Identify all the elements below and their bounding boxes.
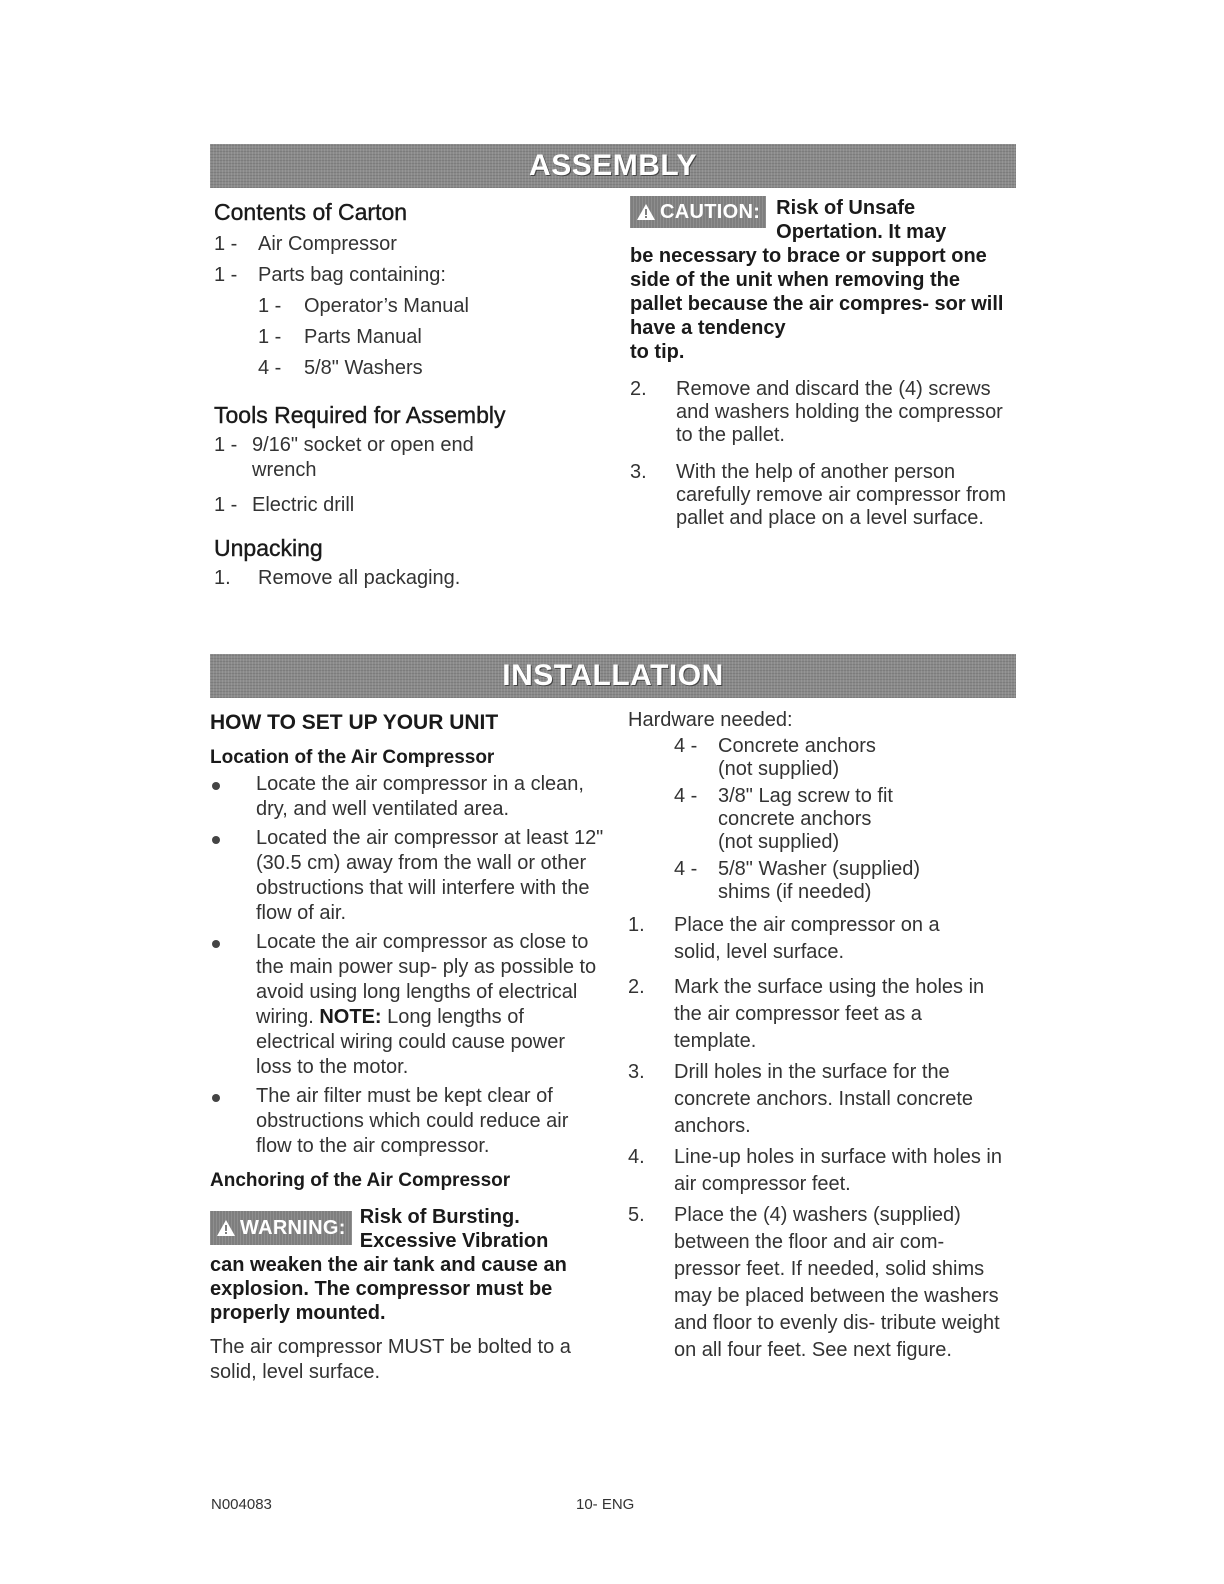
list-item: 1 - Electric drill [214, 494, 355, 516]
bolted-text: The air compressor MUST be bolted to a solid, level surface. [210, 1336, 571, 1383]
tools-list [214, 433, 604, 518]
caution-label: CAUTION: [660, 200, 761, 223]
bullet-marker [210, 930, 256, 1080]
bullet-marker [210, 772, 256, 822]
hardware-heading: Hardware needed: [628, 709, 793, 731]
list-item: 3. With the help of another person carefully remove air compressor from pallet and place on a level surface. [630, 461, 1007, 529]
bullet-text [256, 930, 605, 1080]
assembly-banner [210, 144, 1016, 188]
list-item: 4 - 5/8" Washers [258, 357, 423, 379]
hardware-name: 3/8" Lag screw to fit concrete anchors [718, 785, 893, 830]
caution-line1: Risk of Unsafe [776, 197, 916, 219]
warning-triangle-icon [636, 203, 656, 221]
caution-badge [630, 196, 766, 228]
list-item: 4. Line-up holes in surface with holes in air compressor feet. [628, 1146, 1002, 1195]
hardware-text [718, 785, 974, 854]
installation-right-column [628, 708, 1018, 1364]
list-item: 2. Mark the surface using the holes in the air compressor feet as a template. [628, 976, 985, 1052]
assembly-banner-title: ASSEMBLY [529, 149, 697, 182]
list-item: 4 - Concrete anchors (not supplied) [674, 735, 1018, 781]
list-item: 4 - 3/8" Lag screw to fit concrete anchors (not supplied) [674, 785, 974, 854]
assembly-right-column [630, 196, 1015, 530]
warning-title [360, 1205, 549, 1253]
bag-items-list [214, 294, 604, 381]
document-code: N004083 [211, 1496, 272, 1513]
list-item: 1 - Parts bag containing: [214, 264, 446, 286]
hardware-list [628, 735, 1018, 904]
page-number: 10- ENG [576, 1496, 635, 1513]
bullet-marker [210, 826, 256, 926]
warning-body: can weaken the air tank and cause an explosion. The compressor must be properly mounted. [210, 1254, 567, 1324]
list-item: 4 - 5/8" Washer (supplied) shims (if needed) [674, 858, 921, 903]
warning-label: WARNING: [240, 1216, 346, 1239]
list-item: 1 - 9/16" socket or open end wrench [214, 434, 474, 481]
tools-heading: Tools Required for Assembly [214, 402, 506, 428]
location-heading: Location of the Air Compressor [210, 747, 495, 768]
list-item: Located the air compressor at least 12" (30.5 cm) away from the wall or other obstructions that will interfere with the flow of air. [210, 826, 605, 926]
warning-triangle-icon [216, 1219, 236, 1237]
list-item [210, 930, 605, 1080]
caution-tail: to tip. [630, 341, 685, 363]
note-label: NOTE: [319, 1006, 382, 1028]
contents-list [214, 232, 604, 381]
list-item: 1 - Parts Manual [258, 326, 422, 348]
list-item: The air filter must be kept clear of obstructions which could reduce air flow to the air compressor. [210, 1084, 605, 1159]
warning-line1: Risk of Bursting. [359, 1206, 520, 1228]
installation-banner-title: INSTALLATION [502, 659, 724, 692]
installation-left-column [210, 710, 605, 1385]
list-item: 2. Remove and discard the (4) screws and washers holding the compressor to the pallet. [630, 378, 1003, 446]
location-bullets [210, 772, 605, 1159]
hardware-note: (not supplied) [718, 758, 840, 780]
list-item: Locate the air compressor in a clean, dry, and well ventilated area. [210, 772, 605, 822]
list-item: 3. Drill holes in the surface for the concrete anchors. Install concrete anchors. [628, 1061, 974, 1137]
list-item: 1 - Operator’s Manual [258, 295, 469, 317]
list-item: 1. Place the air compressor on a solid, level surface. [628, 914, 940, 963]
hardware-note: (not supplied) [718, 831, 840, 853]
assembly-left-column [214, 198, 604, 591]
list-item: 1 - Air Compressor [214, 233, 397, 255]
caution-body: be necessary to brace or support one side of the unit when removing the pallet because the air compres- sor will have a tendency [630, 245, 1004, 339]
bullet-body: Locate the air compressor as close to the main power sup- ply as possible to avoid using long lengths of electrical wiring. [256, 931, 597, 1028]
list-item: 5. Place the (4) washers (supplied) between the floor and air com- pressor feet. If needed, solid shims may be placed between the washers and floor to evenly dis- tribute weight on all four feet. See next figure. [628, 1204, 1000, 1361]
hardware-name: Concrete anchors [718, 735, 876, 757]
list-item: 1. Remove all packaging. [214, 567, 461, 589]
bullet-marker [210, 1084, 256, 1159]
caution-title [776, 196, 946, 244]
caution-line2: Opertation. It may [776, 221, 947, 243]
hardware-text [718, 735, 1018, 781]
anchoring-heading: Anchoring of the Air Compressor [210, 1170, 511, 1191]
caution-header [630, 196, 1015, 244]
unpacking-heading: Unpacking [214, 535, 323, 561]
contents-heading: Contents of Carton [214, 199, 408, 225]
assembly-steps [630, 378, 1015, 530]
note-text: Long lengths of electrical wiring could cause power loss to the motor. [256, 1006, 566, 1078]
installation-banner [210, 654, 1016, 698]
warning-badge [210, 1211, 352, 1245]
warning-header [210, 1205, 605, 1253]
installation-steps [628, 912, 1018, 1364]
warning-line2: Excessive Vibration [359, 1230, 549, 1252]
setup-heading: HOW TO SET UP YOUR UNIT [210, 711, 499, 734]
